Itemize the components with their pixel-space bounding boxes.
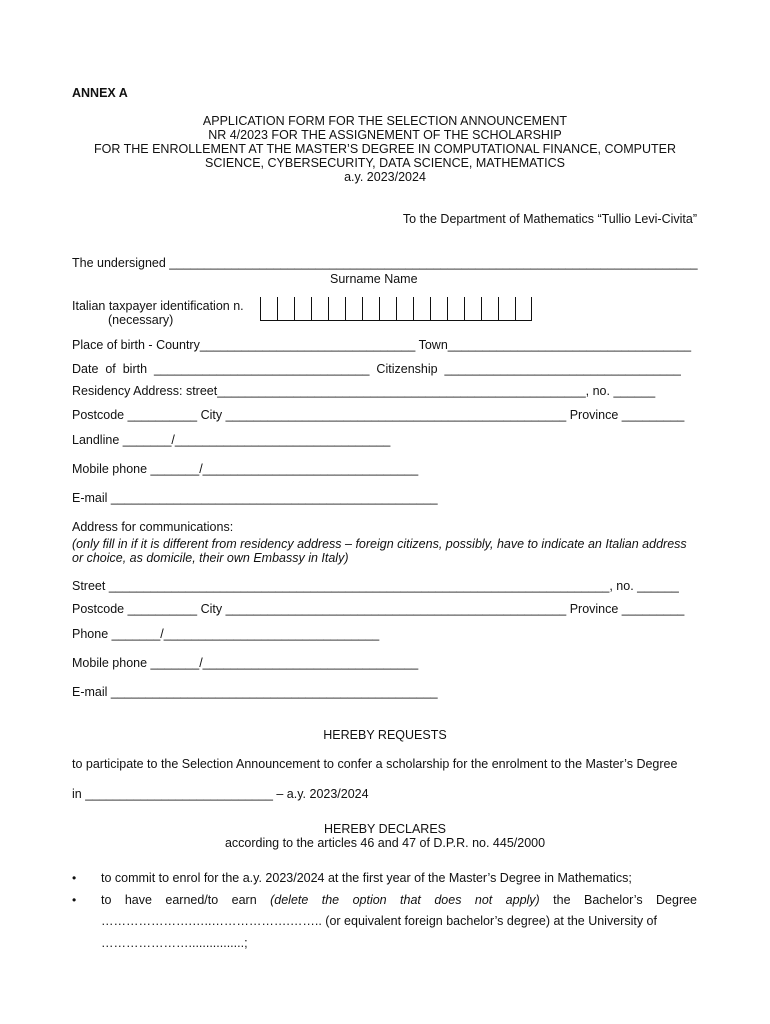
residency-postcode-field[interactable]: Postcode __________ City _________________________________________________ Province _________ [72, 408, 685, 422]
undersigned-field[interactable]: The undersigned ____________________________________________________________________________ [72, 256, 698, 270]
tin-digit-box[interactable] [260, 297, 277, 320]
tin-digit-box[interactable] [413, 297, 430, 320]
title-line-2: NR 4/2023 FOR THE ASSIGNEMENT OF THE SCHOLARSHIP [208, 128, 562, 142]
tin-digit-box[interactable] [515, 297, 532, 320]
tin-digit-box[interactable] [464, 297, 481, 320]
degree-field[interactable]: in ___________________________ – a.y. 2023/2024 [72, 787, 369, 801]
date-of-birth-field[interactable]: Date of birth _______________________________ Citizenship __________________________________ [72, 362, 681, 376]
tin-digit-box[interactable] [396, 297, 413, 320]
mobile-phone-field[interactable]: Mobile phone _______/_______________________________ [72, 462, 419, 476]
comm-postcode-field[interactable]: Postcode __________ City _________________________________________________ Province _________ [72, 602, 685, 616]
place-of-birth-field[interactable]: Place of birth - Country_______________________________ Town___________________________________ [72, 338, 692, 352]
tin-digit-box[interactable] [345, 297, 362, 320]
title-line-3: FOR THE ENROLLEMENT AT THE MASTER’S DEGREE IN COMPUTATIONAL FINANCE, COMPUTER [93, 142, 677, 156]
declaration-item-2 [101, 893, 697, 907]
addressee: To the Department of Mathematics “Tullio Levi-Civita” [402, 212, 697, 226]
tin-digit-box[interactable] [294, 297, 311, 320]
communications-note-2: or choice, as domicile, their own Embassy in Italy) [72, 551, 349, 565]
annex-label: ANNEX A [72, 86, 128, 100]
comm-email-field[interactable]: E-mail _______________________________________________ [72, 685, 438, 699]
tin-input-boxes[interactable] [260, 297, 532, 321]
email-field[interactable]: E-mail _______________________________________________ [72, 491, 438, 505]
tin-digit-box[interactable] [328, 297, 345, 320]
bullet-marker: • [72, 893, 77, 907]
comm-phone-field[interactable]: Phone _______/_______________________________ [72, 627, 380, 641]
tin-digit-box[interactable] [481, 297, 498, 320]
tin-label: Italian taxpayer identification n. [72, 299, 244, 313]
declares-subheading: according to the articles 46 and 47 of D.P.R. no. 445/2000 [224, 836, 546, 850]
tin-digit-box[interactable] [311, 297, 328, 320]
communications-heading: Address for communications: [72, 520, 234, 534]
declares-heading: HEREBY DECLARES [323, 822, 447, 836]
declaration-item-2-start: to have earned/to earn [101, 893, 257, 907]
requests-text: to participate to the Selection Announcement to confer a scholarship for the enrolment to the Master’s Degree [72, 757, 678, 771]
tin-digit-box[interactable] [277, 297, 294, 320]
title-line-1: APPLICATION FORM FOR THE SELECTION ANNOUNCEMENT [202, 114, 568, 128]
declaration-item-1: to commit to enrol for the a.y. 2023/2024 at the first year of the Master’s Degree in Mathematics; [101, 871, 632, 885]
comm-mobile-phone-field[interactable]: Mobile phone _______/_______________________________ [72, 656, 419, 670]
declaration-item-2-end: the Bachelor’s Degree [553, 893, 698, 907]
landline-field[interactable]: Landline _______/_______________________________ [72, 433, 391, 447]
tin-digit-box[interactable] [379, 297, 396, 320]
tin-digit-box[interactable] [498, 297, 515, 320]
tin-digit-box[interactable] [362, 297, 379, 320]
title-line-5: a.y. 2023/2024 [344, 170, 426, 184]
bullet-marker: • [72, 871, 77, 885]
comm-street-field[interactable]: Street ________________________________________________________________________, no. ______ [72, 579, 679, 593]
declaration-item-2-note: (delete the option that does not apply) [270, 893, 540, 907]
surname-name-label: Surname Name [330, 272, 418, 286]
residency-address-field[interactable]: Residency Address: street_____________________________________________________, no. ______ [72, 384, 656, 398]
bachelor-degree-field[interactable]: ………………….…..……………….…….. (or equivalent foreign bachelor’s degree) at the University of [101, 914, 657, 928]
title-line-4: SCIENCE, CYBERSECURITY, DATA SCIENCE, MATHEMATICS [204, 156, 565, 170]
tin-digit-box[interactable] [447, 297, 464, 320]
requests-heading: HEREBY REQUESTS [323, 728, 447, 742]
tin-digit-box[interactable] [430, 297, 447, 320]
university-field[interactable]: …………………................; [101, 936, 248, 950]
communications-note-1: (only fill in if it is different from residency address – foreign citizens, possibly, have to indicate an Italian address [72, 537, 687, 551]
tin-note: (necessary) [108, 313, 174, 327]
